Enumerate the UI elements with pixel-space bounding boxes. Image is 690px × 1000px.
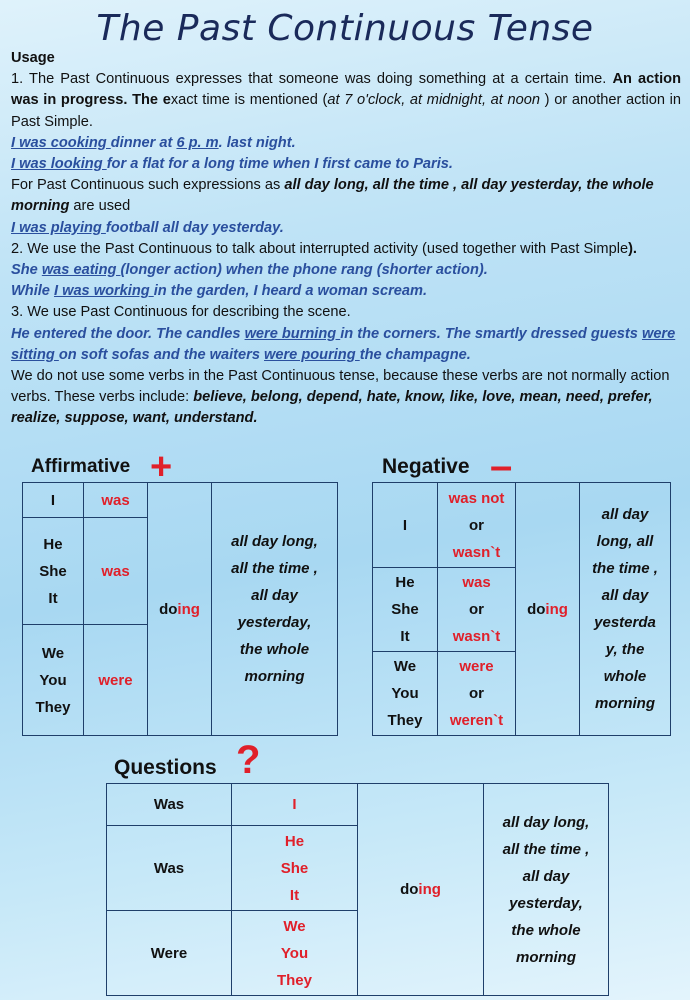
cell-line: was [101, 562, 130, 580]
question-mark-icon: ? [236, 738, 261, 782]
usage-point-3: 3. We use Past Continuous for describing the scene. [11, 304, 351, 321]
cell-line: They [35, 698, 71, 716]
verb-cell [438, 568, 516, 652]
cell-line: all day [601, 587, 649, 604]
usage-expressions: For Past Continuous such expressions as all day long, all the time , all day yesterday, the whole morning are used [11, 177, 654, 215]
doing-cell: doing [516, 483, 580, 736]
usage-point-2: 2. We use the Past Continuous to talk about interrupted activity (used together with Past Simple). [11, 240, 637, 257]
page-title: The Past Continuous Tense [96, 8, 594, 49]
verb-cell [84, 625, 148, 736]
questions-label: Questions [114, 756, 217, 779]
auxiliary-cell: Was [107, 826, 232, 911]
example-sentence: I was cooking dinner at 6 p. m. last night. [11, 134, 296, 151]
cell-line: all the time , [231, 560, 318, 577]
cell-line: It [289, 886, 300, 904]
cell-line: or [469, 685, 484, 702]
usage-heading: Usage [11, 50, 55, 66]
cell-line: the time , [592, 560, 658, 577]
cell-line: y, the [605, 641, 645, 658]
usage-point-1: 1. The Past Continuous expresses that someone was doing something at a certain time. An action was in progress. The exact time is mentioned (at 7 o'clock, at midnight, at noon ) or another action in Past Simple. [11, 71, 682, 130]
cell-line: It [400, 628, 410, 645]
cell-line: wasn`t [452, 543, 501, 561]
cell-line: yesterday, [509, 894, 583, 912]
cell-line: was [462, 574, 491, 591]
pronoun-cell [23, 483, 84, 518]
cell-line: I [292, 796, 297, 813]
cell-line: yesterday, [237, 614, 312, 631]
minus-icon: – [490, 444, 513, 488]
cell-line: She [391, 601, 419, 618]
cell-line: all day [601, 506, 649, 523]
affirmative-label: Affirmative [31, 456, 131, 477]
negative-table [372, 482, 671, 736]
cell-line: was [101, 491, 130, 509]
pronoun-cell [232, 784, 358, 826]
cell-line: I [50, 491, 56, 509]
auxiliary-cell: Was [107, 784, 232, 826]
cell-line: You [391, 685, 419, 702]
cell-line: He [284, 832, 305, 850]
cell-line: wasn`t [452, 628, 501, 645]
cell-line: They [387, 712, 423, 729]
time-expressions-cell [580, 483, 671, 736]
cell-line: She [280, 859, 309, 877]
verb-cell [84, 518, 148, 625]
affirmative-table [22, 482, 338, 736]
cell-line: He [395, 574, 415, 591]
plus-icon: + [150, 446, 173, 488]
cell-line: You [39, 671, 67, 689]
time-expressions-cell [484, 784, 609, 996]
verb-cell [84, 483, 148, 518]
doing-cell: doing [358, 784, 484, 996]
cell-line: morning [244, 668, 305, 685]
cell-line: morning [595, 695, 655, 712]
cell-line: They [276, 971, 312, 989]
pronoun-cell [373, 483, 438, 568]
cell-line: We [283, 917, 306, 935]
cell-line: weren`t [449, 712, 504, 729]
cell-line: long, all [596, 533, 654, 550]
cell-line: or [469, 516, 484, 534]
cell-line: all day long, [502, 813, 590, 831]
pronoun-cell [23, 625, 84, 736]
example-sentence: She was eating (longer action) when the phone rang (shorter action). [11, 262, 488, 279]
cell-line: all the time , [502, 840, 590, 858]
verb-cell [438, 652, 516, 736]
cell-line: were [98, 671, 133, 689]
cell-line: morning [516, 948, 576, 966]
cell-line: were [459, 658, 494, 675]
cell-line: She [39, 562, 67, 580]
cell-line: the whole [239, 641, 310, 658]
cell-line: You [280, 944, 309, 962]
time-expressions-cell [212, 483, 338, 736]
cell-line: whole [603, 668, 647, 685]
pronoun-cell [23, 518, 84, 625]
example-sentence: While I was working in the garden, I heard a woman scream. [11, 283, 428, 300]
example-sentence: I was playing football all day yesterday. [11, 219, 284, 236]
cell-line: yesterda [594, 614, 656, 631]
verb-cell [438, 483, 516, 568]
cell-line: It [48, 589, 58, 607]
auxiliary-cell: Were [107, 911, 232, 996]
cell-line: the whole [511, 921, 581, 939]
cell-line: all day [251, 587, 298, 604]
pronoun-cell [373, 652, 438, 736]
example-sentence: I was looking for a flat for a long time when I first came to Paris. [11, 156, 453, 173]
cell-line: all day long, [231, 533, 318, 550]
cell-line: He [43, 535, 63, 553]
cell-line: We [41, 644, 65, 662]
cell-line: all day [522, 867, 570, 885]
pronoun-cell [373, 568, 438, 652]
pronoun-cell [232, 826, 358, 911]
cell-line: We [393, 658, 417, 675]
cell-line: was not [448, 489, 505, 507]
negative-label: Negative [382, 455, 470, 478]
doing-cell: doing [148, 483, 212, 736]
example-sentence: He entered the door. The candles were burning in the corners. The smartly dressed guests were sitting on soft sofas and the waiters were pouring the champagne. [11, 325, 676, 363]
cell-line: or [469, 601, 484, 618]
cell-line: I [402, 516, 408, 534]
pronoun-cell [232, 911, 358, 996]
usage-stative-verbs: We do not use some verbs in the Past Continuous tense, because these verbs are not normally action verbs. These verbs include: believe, belong, depend, hate, know, like, love, mean, need, prefer, realize, suppose, want, understand. [11, 368, 670, 427]
usage-section [11, 48, 681, 430]
questions-table [106, 783, 609, 996]
